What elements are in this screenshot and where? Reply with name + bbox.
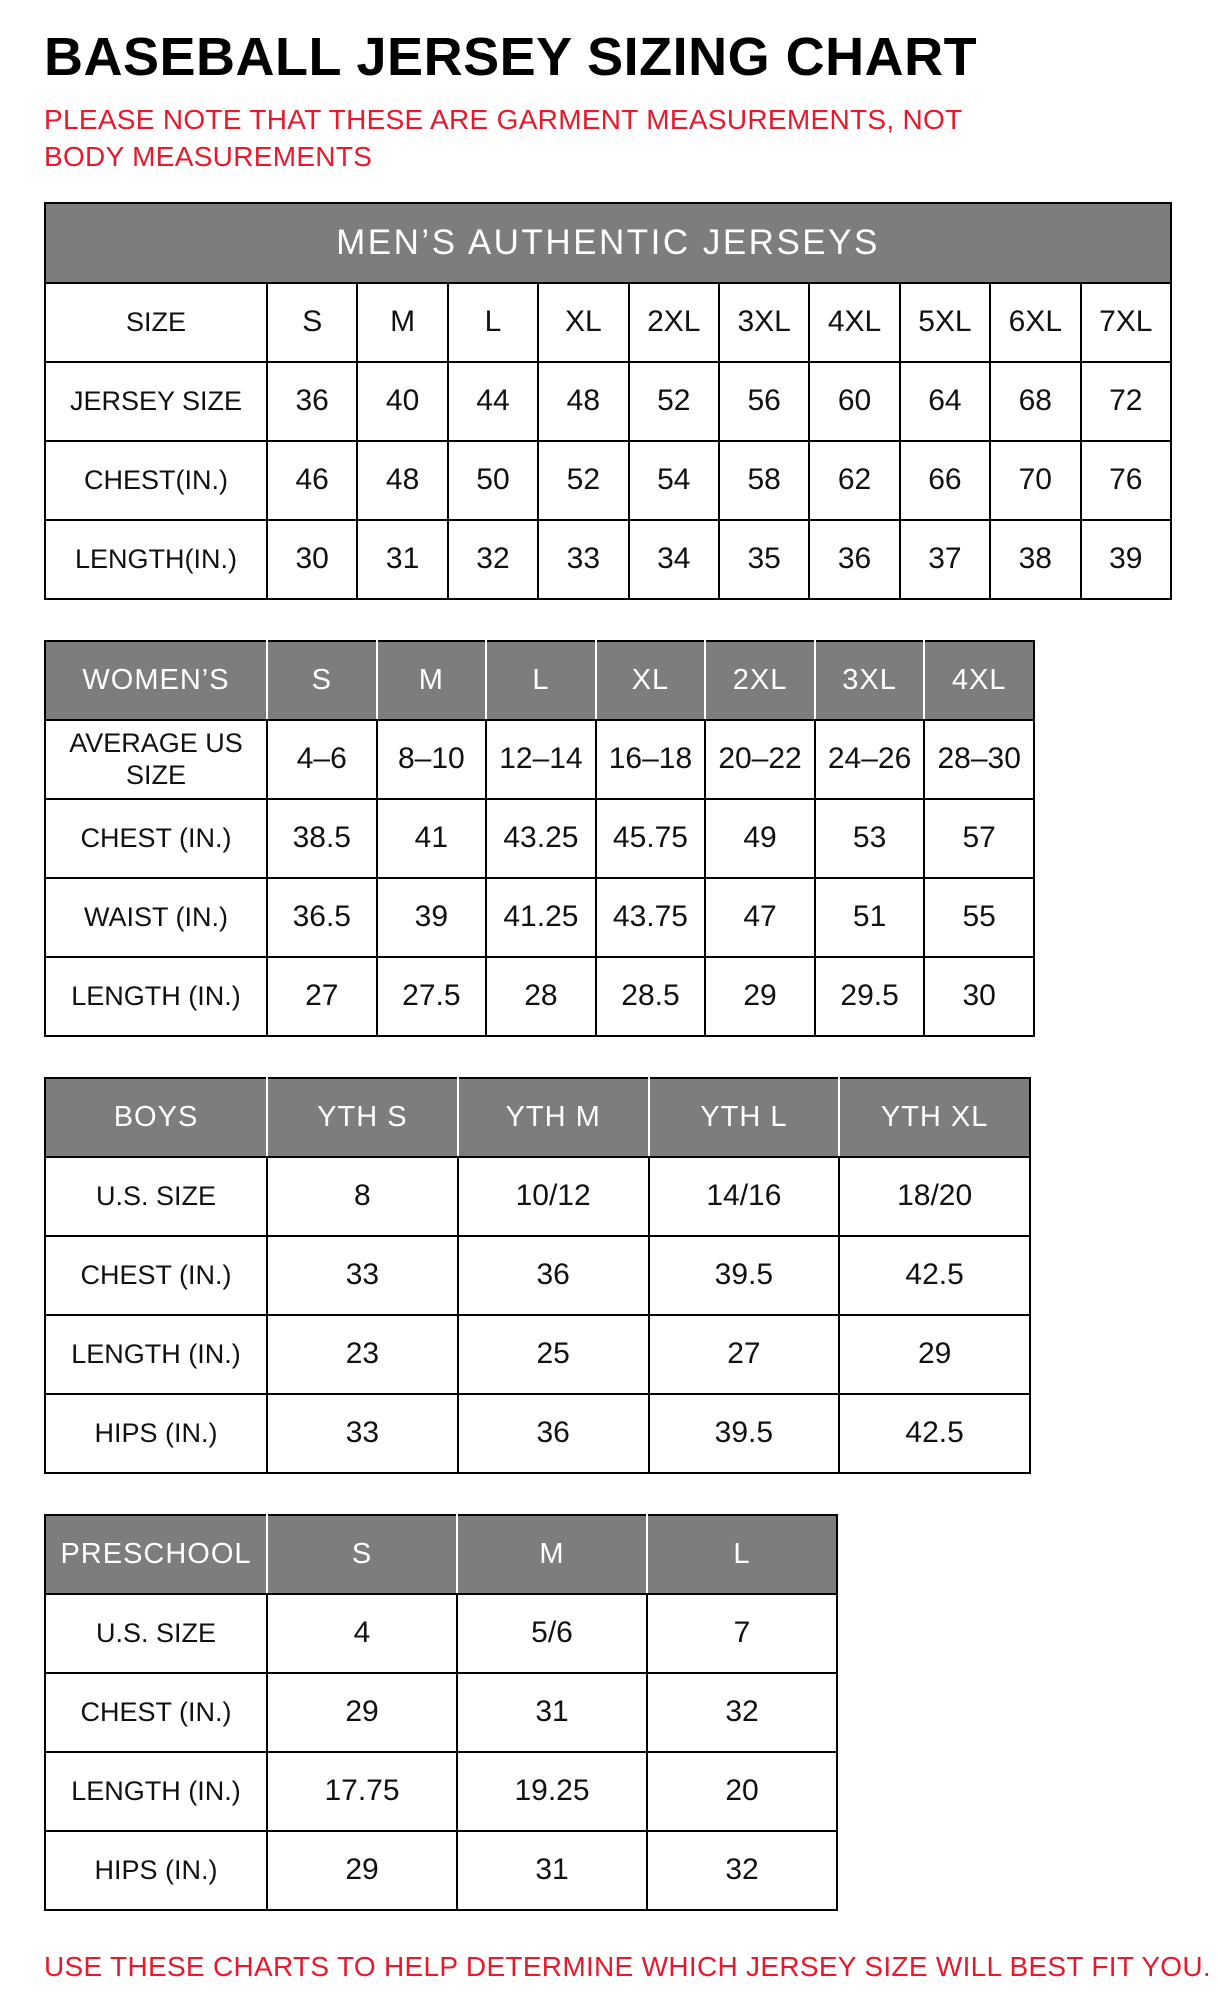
data-cell: 29 bbox=[839, 1315, 1030, 1394]
data-cell: 27.5 bbox=[377, 957, 487, 1036]
data-cell: 52 bbox=[538, 441, 628, 520]
data-cell: 17.75 bbox=[267, 1752, 457, 1831]
data-cell: 44 bbox=[448, 362, 538, 441]
garment-measurement-note: PLEASE NOTE THAT THESE ARE GARMENT MEASUREMENTS, NOT BODY MEASUREMENTS bbox=[44, 104, 963, 172]
data-cell: 4 bbox=[267, 1594, 457, 1673]
data-cell: 46 bbox=[267, 441, 357, 520]
column-header-cell: L bbox=[486, 641, 596, 720]
column-header-cell: YTH M bbox=[458, 1078, 649, 1157]
mens-table-title-cell: MEN’S AUTHENTIC JERSEYS bbox=[45, 203, 1171, 283]
page-title: BASEBALL JERSEY SIZING CHART bbox=[44, 27, 978, 87]
data-cell: 40 bbox=[357, 362, 447, 441]
data-cell: 31 bbox=[457, 1673, 647, 1752]
data-cell: 58 bbox=[719, 441, 809, 520]
data-cell: 39.5 bbox=[649, 1236, 840, 1315]
data-cell: 8–10 bbox=[377, 720, 487, 799]
data-cell: 27 bbox=[649, 1315, 840, 1394]
data-cell: 18/20 bbox=[839, 1157, 1030, 1236]
column-header-cell: YTH XL bbox=[839, 1078, 1030, 1157]
table-header-row bbox=[45, 1515, 837, 1594]
data-cell: 2XL bbox=[629, 283, 719, 362]
table-row bbox=[45, 441, 1171, 520]
row-label: CHEST (IN.) bbox=[45, 799, 267, 878]
data-cell: 53 bbox=[815, 799, 925, 878]
fit-advice-footer: USE THESE CHARTS TO HELP DETERMINE WHICH JERSEY SIZE WILL BEST FIT YOU. bbox=[44, 1950, 1211, 1982]
data-cell: 48 bbox=[357, 441, 447, 520]
data-cell: XL bbox=[538, 283, 628, 362]
data-cell: 45.75 bbox=[596, 799, 706, 878]
data-cell: 35 bbox=[719, 520, 809, 599]
data-cell: 57 bbox=[924, 799, 1034, 878]
data-cell: 32 bbox=[448, 520, 538, 599]
row-label: JERSEY SIZE bbox=[45, 362, 267, 441]
data-cell: 70 bbox=[990, 441, 1080, 520]
row-label: LENGTH (IN.) bbox=[45, 1752, 267, 1831]
data-cell: 20–22 bbox=[705, 720, 815, 799]
data-cell: 31 bbox=[357, 520, 447, 599]
row-label: LENGTH (IN.) bbox=[45, 957, 267, 1036]
row-label: SIZE bbox=[45, 283, 267, 362]
data-cell: 27 bbox=[267, 957, 377, 1036]
table-row bbox=[45, 1157, 1030, 1236]
data-cell: 39 bbox=[377, 878, 487, 957]
data-cell: 66 bbox=[900, 441, 990, 520]
table-row bbox=[45, 1394, 1030, 1473]
data-cell: 33 bbox=[267, 1394, 458, 1473]
column-header-cell: YTH S bbox=[267, 1078, 458, 1157]
column-header-cell: L bbox=[647, 1515, 837, 1594]
column-header-cell: 4XL bbox=[924, 641, 1034, 720]
table-row bbox=[45, 1752, 837, 1831]
data-cell: 38.5 bbox=[267, 799, 377, 878]
mens-table-banner-row bbox=[45, 203, 1171, 283]
data-cell: 29 bbox=[705, 957, 815, 1036]
column-header-cell: YTH L bbox=[649, 1078, 840, 1157]
data-cell: 19.25 bbox=[457, 1752, 647, 1831]
data-cell: 32 bbox=[647, 1831, 837, 1910]
row-label: CHEST (IN.) bbox=[45, 1673, 267, 1752]
data-cell: 39.5 bbox=[649, 1394, 840, 1473]
table-row bbox=[45, 957, 1034, 1036]
data-cell: 30 bbox=[924, 957, 1034, 1036]
row-label: HIPS (IN.) bbox=[45, 1831, 267, 1910]
data-cell: 36 bbox=[809, 520, 899, 599]
data-cell: 39 bbox=[1081, 520, 1171, 599]
data-cell: 34 bbox=[629, 520, 719, 599]
table-row bbox=[45, 362, 1171, 441]
data-cell: 36.5 bbox=[267, 878, 377, 957]
row-label: CHEST(IN.) bbox=[45, 441, 267, 520]
table-row bbox=[45, 799, 1034, 878]
data-cell: 64 bbox=[900, 362, 990, 441]
mens-sizing-table bbox=[44, 202, 1172, 600]
table-header-label: PRESCHOOL bbox=[45, 1515, 267, 1594]
column-header-cell: 2XL bbox=[705, 641, 815, 720]
column-header-cell: M bbox=[457, 1515, 647, 1594]
data-cell: 47 bbox=[705, 878, 815, 957]
data-cell: 25 bbox=[458, 1315, 649, 1394]
data-cell: 33 bbox=[538, 520, 628, 599]
data-cell: L bbox=[448, 283, 538, 362]
data-cell: 28 bbox=[486, 957, 596, 1036]
data-cell: 42.5 bbox=[839, 1236, 1030, 1315]
row-label: U.S. SIZE bbox=[45, 1157, 267, 1236]
data-cell: 6XL bbox=[990, 283, 1080, 362]
data-cell: 60 bbox=[809, 362, 899, 441]
row-label: CHEST (IN.) bbox=[45, 1236, 267, 1315]
data-cell: S bbox=[267, 283, 357, 362]
data-cell: 28–30 bbox=[924, 720, 1034, 799]
column-header-cell: S bbox=[267, 641, 377, 720]
row-label: WAIST (IN.) bbox=[45, 878, 267, 957]
data-cell: 32 bbox=[647, 1673, 837, 1752]
data-cell: 49 bbox=[705, 799, 815, 878]
column-header-cell: 3XL bbox=[815, 641, 925, 720]
data-cell: 72 bbox=[1081, 362, 1171, 441]
column-header-cell: S bbox=[267, 1515, 457, 1594]
table-row bbox=[45, 1315, 1030, 1394]
data-cell: 52 bbox=[629, 362, 719, 441]
data-cell: 7XL bbox=[1081, 283, 1171, 362]
data-cell: 43.25 bbox=[486, 799, 596, 878]
data-cell: 55 bbox=[924, 878, 1034, 957]
table-header-row bbox=[45, 641, 1034, 720]
table-header-row bbox=[45, 1078, 1030, 1157]
data-cell: 29.5 bbox=[815, 957, 925, 1036]
row-label: HIPS (IN.) bbox=[45, 1394, 267, 1473]
data-cell: M bbox=[357, 283, 447, 362]
data-cell: 76 bbox=[1081, 441, 1171, 520]
data-cell: 30 bbox=[267, 520, 357, 599]
data-cell: 4–6 bbox=[267, 720, 377, 799]
data-cell: 43.75 bbox=[596, 878, 706, 957]
table-row bbox=[45, 1831, 837, 1910]
data-cell: 14/16 bbox=[649, 1157, 840, 1236]
data-cell: 29 bbox=[267, 1831, 457, 1910]
data-cell: 36 bbox=[267, 362, 357, 441]
table-header-label: WOMEN’S bbox=[45, 641, 267, 720]
row-label: AVERAGE US SIZE bbox=[45, 720, 267, 799]
data-cell: 41.25 bbox=[486, 878, 596, 957]
data-cell: 37 bbox=[900, 520, 990, 599]
data-cell: 3XL bbox=[719, 283, 809, 362]
preschool-sizing-table bbox=[44, 1514, 838, 1911]
table-row bbox=[45, 283, 1171, 362]
data-cell: 54 bbox=[629, 441, 719, 520]
data-cell: 38 bbox=[990, 520, 1080, 599]
table-row bbox=[45, 1236, 1030, 1315]
data-cell: 20 bbox=[647, 1752, 837, 1831]
data-cell: 4XL bbox=[809, 283, 899, 362]
row-label: LENGTH(IN.) bbox=[45, 520, 267, 599]
table-row bbox=[45, 720, 1034, 799]
data-cell: 36 bbox=[458, 1394, 649, 1473]
row-label: LENGTH (IN.) bbox=[45, 1315, 267, 1394]
table-row bbox=[45, 1594, 837, 1673]
data-cell: 24–26 bbox=[815, 720, 925, 799]
data-cell: 5/6 bbox=[457, 1594, 647, 1673]
column-header-cell: XL bbox=[596, 641, 706, 720]
data-cell: 41 bbox=[377, 799, 487, 878]
data-cell: 10/12 bbox=[458, 1157, 649, 1236]
table-row bbox=[45, 878, 1034, 957]
table-row bbox=[45, 520, 1171, 599]
data-cell: 56 bbox=[719, 362, 809, 441]
womens-sizing-table bbox=[44, 640, 1035, 1037]
data-cell: 5XL bbox=[900, 283, 990, 362]
data-cell: 16–18 bbox=[596, 720, 706, 799]
data-cell: 23 bbox=[267, 1315, 458, 1394]
boys-sizing-table bbox=[44, 1077, 1031, 1474]
data-cell: 8 bbox=[267, 1157, 458, 1236]
data-cell: 33 bbox=[267, 1236, 458, 1315]
data-cell: 42.5 bbox=[839, 1394, 1030, 1473]
table-header-label: BOYS bbox=[45, 1078, 267, 1157]
table-row bbox=[45, 1673, 837, 1752]
column-header-cell: M bbox=[377, 641, 487, 720]
data-cell: 28.5 bbox=[596, 957, 706, 1036]
data-cell: 7 bbox=[647, 1594, 837, 1673]
data-cell: 50 bbox=[448, 441, 538, 520]
data-cell: 68 bbox=[990, 362, 1080, 441]
data-cell: 48 bbox=[538, 362, 628, 441]
data-cell: 31 bbox=[457, 1831, 647, 1910]
data-cell: 12–14 bbox=[486, 720, 596, 799]
data-cell: 29 bbox=[267, 1673, 457, 1752]
data-cell: 62 bbox=[809, 441, 899, 520]
data-cell: 51 bbox=[815, 878, 925, 957]
row-label: U.S. SIZE bbox=[45, 1594, 267, 1673]
data-cell: 36 bbox=[458, 1236, 649, 1315]
